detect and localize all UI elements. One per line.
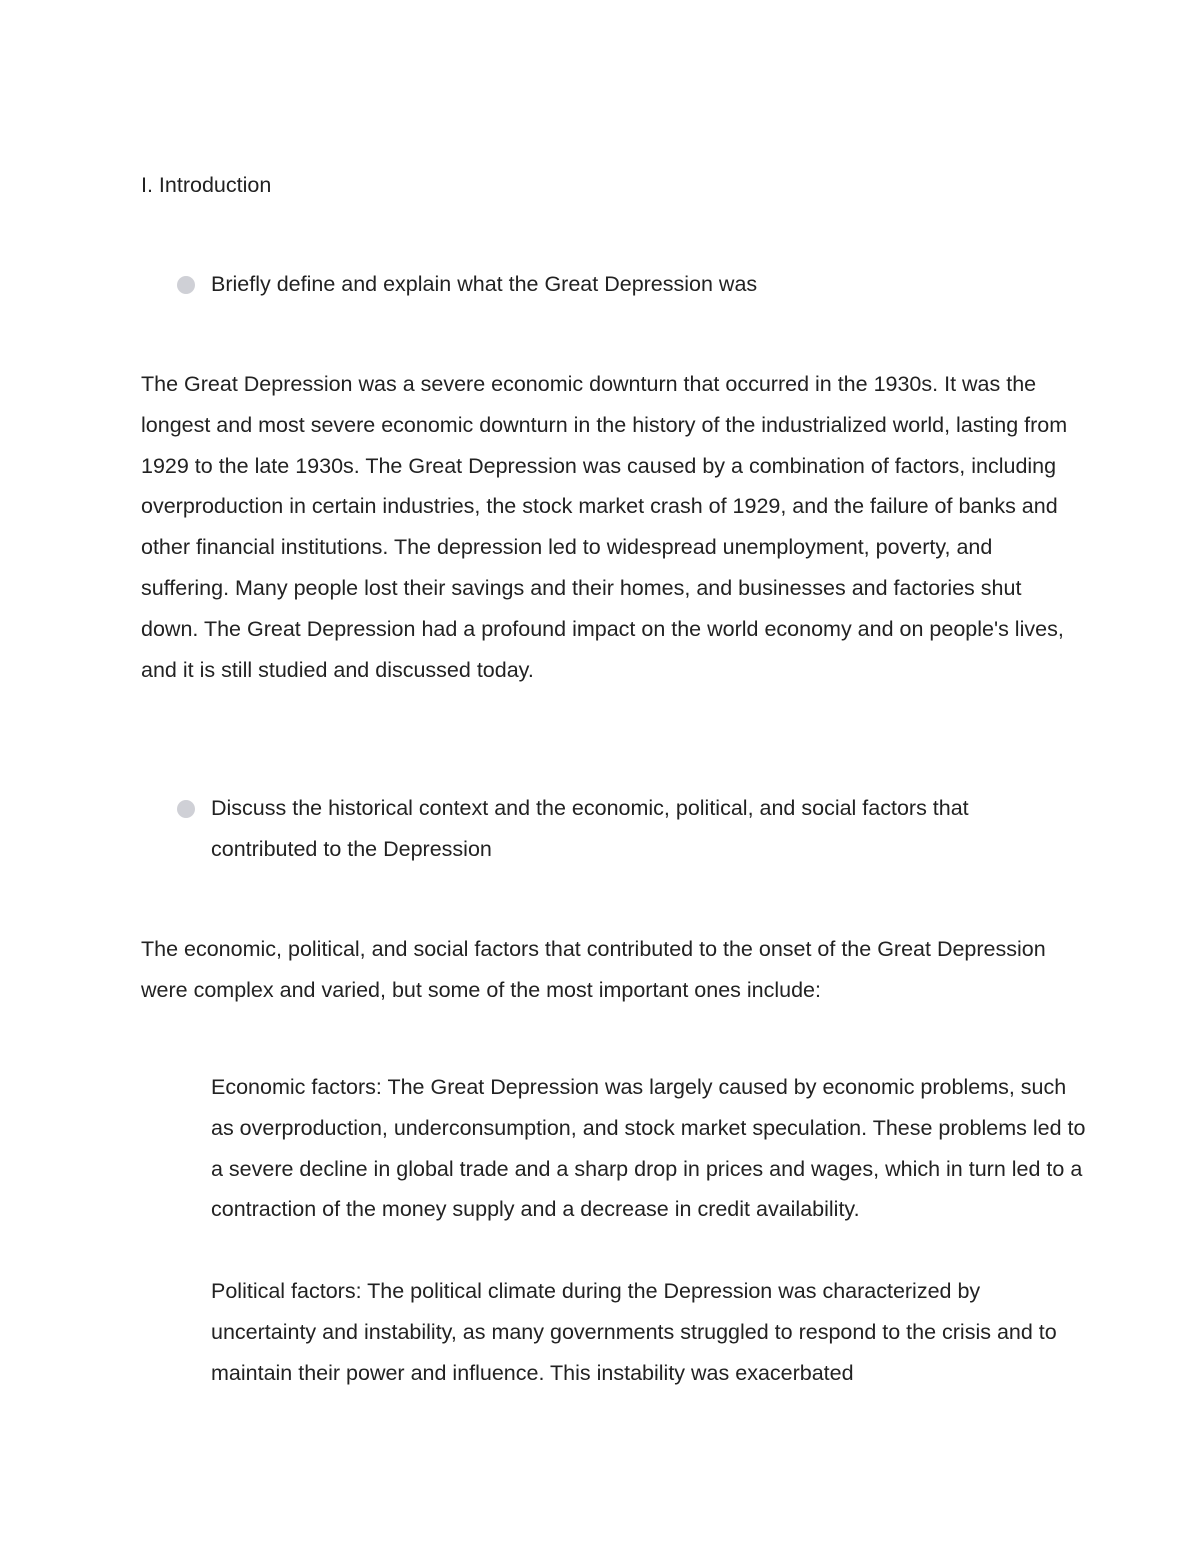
bullet-item-define (176, 264, 1076, 305)
bullet-item-context (176, 788, 1076, 870)
paragraph-definition: The Great Depression was a severe economic downturn that occurred in the 1930s. It was the longest and most severe economic downturn in the history of the industrialized world, lasting from 1929 to the late 1930s. The Great Depression was caused by a combination of factors, including overproduction in certain industries, the stock market crash of 1929, and the failure of banks and other financial institutions. The depression led to widespread unemployment, poverty, and suffering. Many people lost their savings and their homes, and businesses and factories shut down. The Great Depression had a profound impact on the world economy and on people's lives, and it is still studied and discussed today. (141, 372, 1068, 682)
bullet-icon (177, 276, 195, 294)
indented-political-factors: Political factors: The political climate during the Depression was characterized by uncertainty and instability, as many governments struggled to respond to the crisis and to maintain their power and influence. This instability was exacerbated (211, 1279, 1057, 1385)
bullet-icon (177, 800, 195, 818)
bullet-text: Briefly define and explain what the Great Depression was (211, 272, 758, 296)
bullet-text: Discuss the historical context and the economic, political, and social factors that contributed to the Depression (211, 796, 969, 861)
indented-economic-factors: Economic factors: The Great Depression was largely caused by economic problems, such as overproduction, underconsumption, and stock market speculation. These problems led to a severe decline in global trade and a sharp drop in prices and wages, which in turn led to a contraction of the money supply and a decrease in credit availability. (211, 1075, 1086, 1222)
section-heading: I. Introduction (141, 173, 272, 197)
paragraph-factors-intro: The economic, political, and social factors that contributed to the onset of the Great Depression were complex and varied, but some of the most important ones include: (141, 937, 1046, 1002)
